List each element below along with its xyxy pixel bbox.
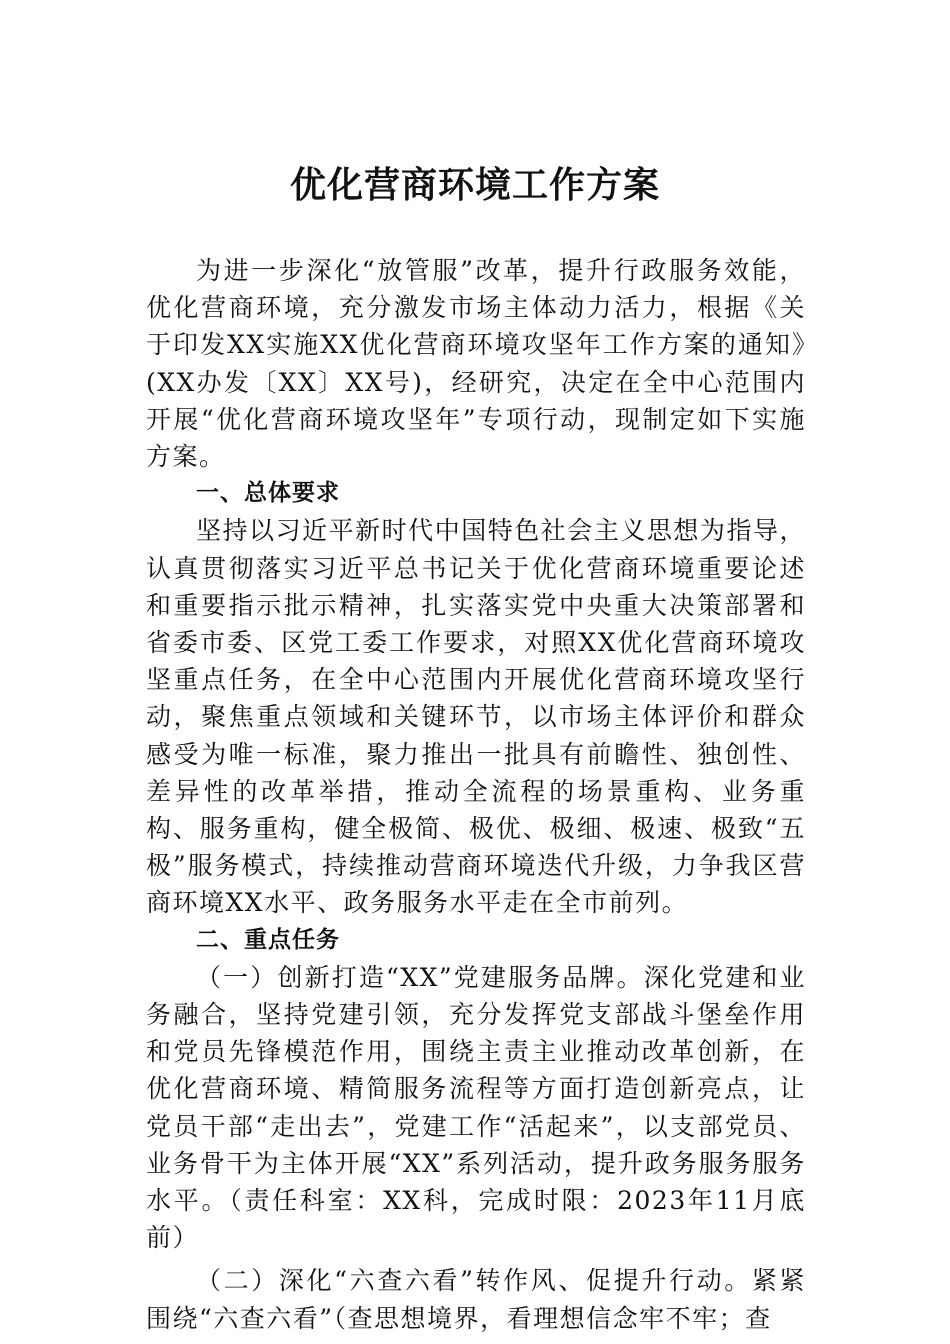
document-title: 优化营商环境工作方案 <box>289 164 660 206</box>
section-heading-general-requirements: 一、总体要求 <box>196 480 340 507</box>
section-heading-key-tasks: 二、重点任务 <box>196 926 340 953</box>
document-body <box>146 252 806 1337</box>
intro-paragraph: 为进一步深化“放管服”改革，提升行政服务效能，优化营商环境，充分激发市场主体动力活力，根据《关于印发XX实施XX优化营商环境攻坚年工作方案的通知》(XX办发〔XX〕XX号)，经研究，决定在全中心范围内开展“优化营商环境攻坚年”专项行动，现制定如下实施方案。 <box>146 256 806 472</box>
general-requirements-paragraph: 坚持以习近平新时代中国特色社会主义思想为指导，认真贯彻落实习近平总书记关于优化营商环境重要论述和重要指示批示精神，扎实落实党中央重大决策部署和省委市委、区党工委工作要求，对照XX优化营商环境攻坚重点任务，在全中心范围内开展优化营商环境攻坚行动，聚焦重点领域和关键环节，以市场主体评价和群众感受为唯一标准，聚力推出一批具有前瞻性、独创性、差异性的改革举措，推动全流程的场景重构、业务重构、服务重构，健全极简、极优、极细、极速、极致“五极”服务模式，持续推动营商环境迭代升级，力争我区营商环境XX水平、政务服务水平走在全市前列。 <box>146 516 806 918</box>
task-2-paragraph: （二）深化“六查六看”转作风、促提升行动。紧紧围绕“六查六看”（查思想境界，看理想信念牢不牢；查 <box>146 1266 806 1333</box>
task-1-paragraph: （一）创新打造“XX”党建服务品牌。深化党建和业务融合，坚持党建引领，充分发挥党支部战斗堡垒作用和党员先锋模范作用，围绕主责主业推动改革创新，在优化营商环境、精简服务流程等方面打造创新亮点，让党员干部“走出去”，党建工作“活起来”，以支部党员、业务骨干为主体开展“XX”系列活动，提升政务服务服务水平。（责任科室：XX科，完成时限：2023年11月底前） <box>146 962 806 1253</box>
